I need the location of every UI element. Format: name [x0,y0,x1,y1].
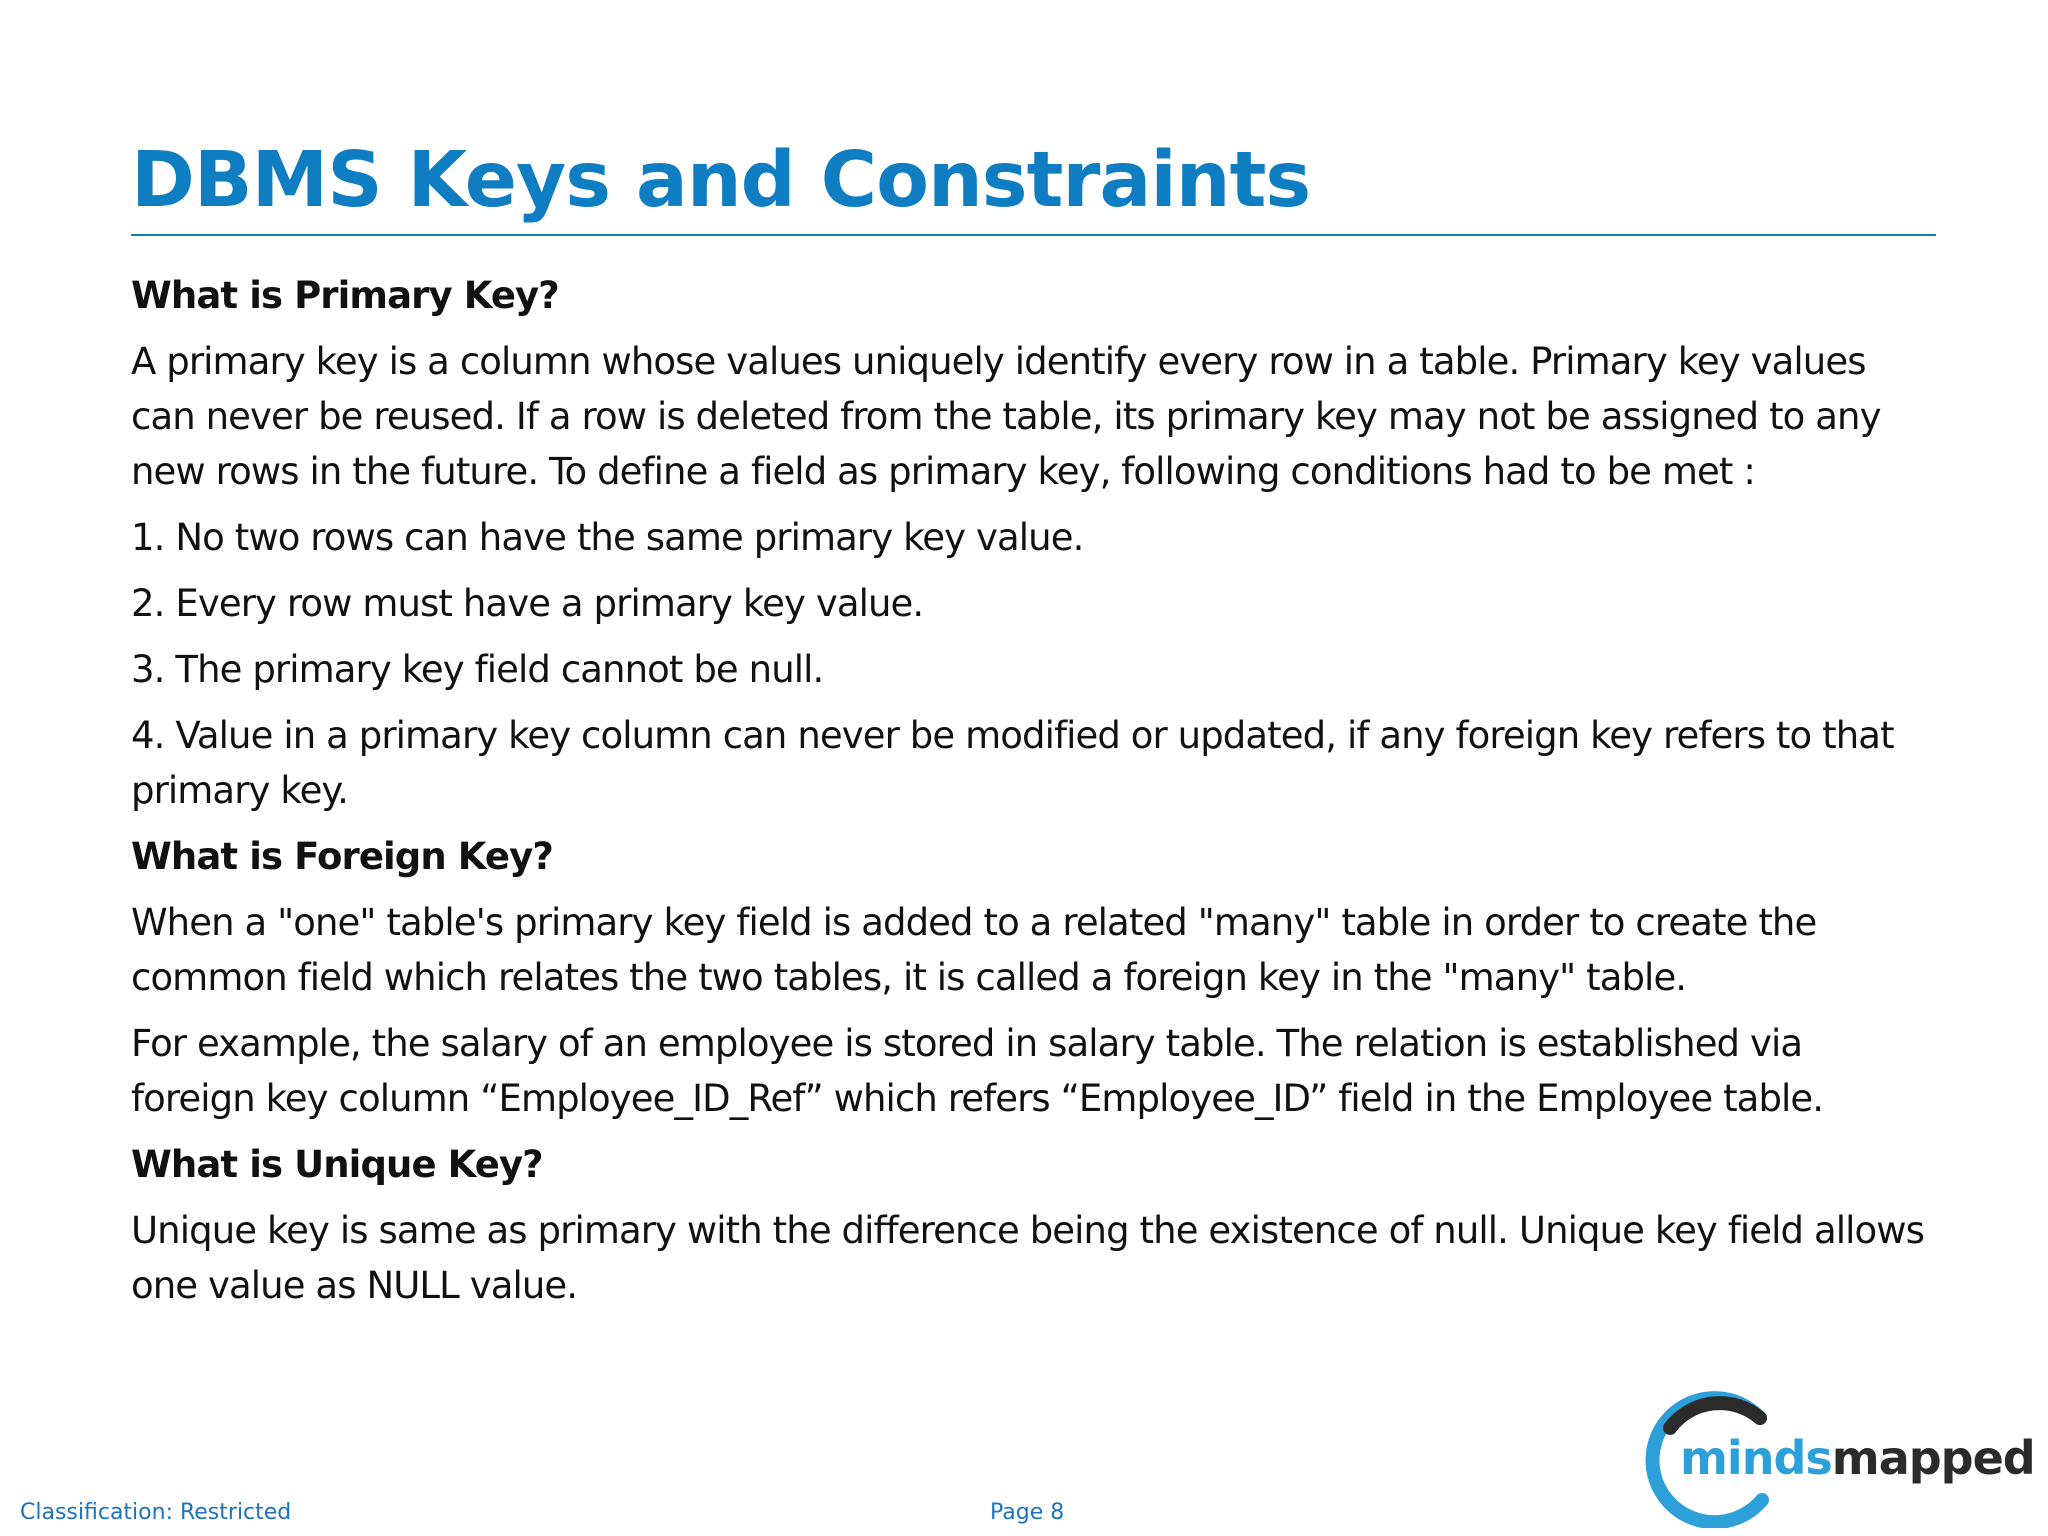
logo-text-mapped: mapped [1831,1431,2035,1485]
classification-label: Classification: Restricted [20,1500,292,1525]
foreign-key-heading: What is Foreign Key? [131,835,553,878]
mindsmapped-logo [1640,1388,2040,1528]
primary-key-condition-4: 4. Value in a primary key column can never be modified or updated, if any foreign key refers to that primary key. [131,714,1894,812]
logo-text-minds: minds [1680,1431,1832,1485]
page-title: DBMS Keys and Constraints [131,136,1311,225]
primary-key-intro: A primary key is a column whose values uniquely identify every row in a table. Primary key values can never be reused. If a row is deleted from the table, its primary key may not be assigned to any new rows in the future. To define a field as primary key, following conditions had to be met : [131,340,1881,493]
primary-key-condition-3: 3. The primary key field cannot be null. [131,648,824,691]
svg-text:mindsmapped [1680,1431,2035,1485]
unique-key-definition: Unique key is same as primary with the difference being the existence of null. Unique key field allows one value as NULL value. [131,1209,1924,1307]
page-number: Page 8 [990,1500,1065,1525]
slide-content [131,268,1931,1324]
foreign-key-definition: When a "one" table's primary key field is added to a related "many" table in order to create the common field which relates the two tables, it is called a foreign key in the "many" table. [131,901,1817,999]
title-divider [131,234,1936,236]
foreign-key-example: For example, the salary of an employee is stored in salary table. The relation is established via foreign key column “Employee_ID_Ref” which refers “Employee_ID” field in the Employee table. [131,1022,1824,1120]
primary-key-condition-2: 2. Every row must have a primary key value. [131,582,924,625]
unique-key-heading: What is Unique Key? [131,1143,543,1186]
primary-key-condition-1: 1. No two rows can have the same primary key value. [131,516,1084,559]
logo-ring-dark [1670,1403,1760,1428]
primary-key-heading: What is Primary Key? [131,274,559,317]
